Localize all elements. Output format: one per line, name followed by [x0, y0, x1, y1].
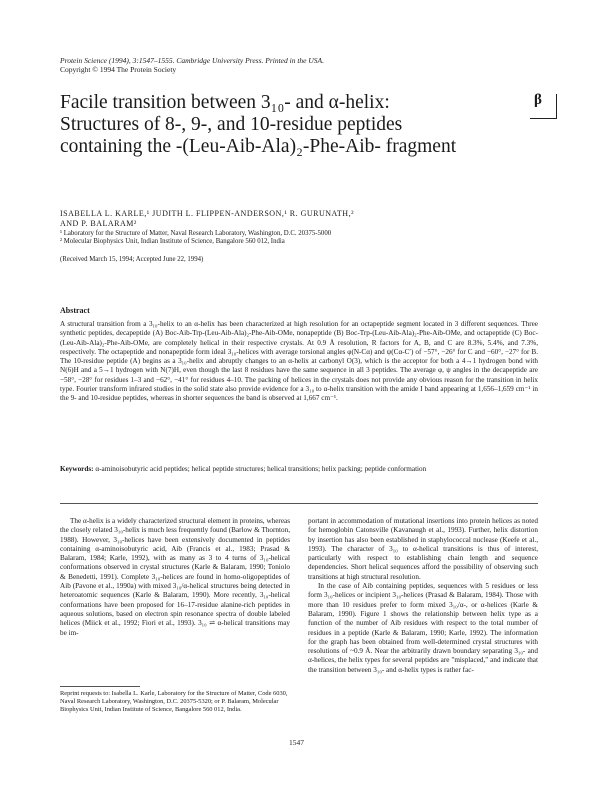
title-line-2: Structures of 8-, 9-, and 10-residue peptides	[60, 114, 403, 135]
abstract-text: A structural transition from a 3₁₀-helix to an α-helix has been characterized at high resolution for an octapeptide segment located in 3 different sequences. Three synthetic peptides, decapeptide (A) Boc-Aib-Trp-(Leu-Aib-Ala)₂-Phe-Aib-OMe, nonapeptide (B) Boc-Trp-(Leu-Aib-Ala)₂-Phe-Aib-OMe, and octapeptide (C) Boc-(Leu-Aib-Ala)₂-Phe-Aib-OMe, are completely helical in their respective crystals. At 0.9 Å resolution, R factors for A, B, and C are 8.3%, 5.4%, and 7.3%, respectively. The octapeptide and nonapeptide form ideal 3₁₀-helices with average torsional angles φ(N-Cα) and ψ(Cα-C′) of −57°, −26° for C and −60°, −27° for B. The 10-residue peptide (A) begins as a 3₁₀-helix and abruptly changes to an α-helix at carbonyl O(3), which is the acceptor for both a 4→1 hydrogen bond with N(6)H and a 5→1 hydrogen with N(7)H, even though the last 8 residues have the same sequence in all 3 peptides. The average φ, ψ angles in the decapeptide are −58°, −28° for residues 1–3 and −62°, −41° for residues 4–10. The packing of helices in the crystals does not provide any obvious reason for the transition in helix type. Fourier transform infrared studies in the solid state also provide evidence for a 3₁₀ to α-helix transition with the amide I band appearing at 1,656–1,659 cm⁻¹ in the 9- and 10-residue peptides, whereas in shorter sequences the band is observed at 1,667 cm⁻¹.	[60, 320, 538, 403]
title-line-1: Facile transition between 3₁₀- and α-helix:	[60, 92, 390, 113]
article-title	[60, 92, 530, 158]
footnote-divider	[60, 686, 140, 687]
logo-glyph: β	[534, 92, 542, 108]
journal-citation: Protein Science (1994), 3:1547–1555. Cambridge University Press. Printed in the USA.	[60, 56, 324, 65]
keywords	[60, 465, 538, 474]
journal-header	[60, 56, 324, 74]
page-number: 1547	[289, 738, 304, 747]
body-column-right	[308, 517, 538, 675]
title-line-3: containing the -(Leu-Aib-Ala)₂-Phe-Aib- fragment	[60, 136, 457, 157]
body-column-left	[60, 517, 290, 638]
journal-copyright: Copyright © 1994 The Protein Society	[60, 65, 177, 74]
authors-line-2: AND P. BALARAM²	[60, 219, 137, 228]
section-divider	[60, 503, 538, 504]
abstract-heading: Abstract	[60, 306, 90, 315]
author-list	[60, 209, 540, 229]
affiliations	[60, 230, 540, 246]
body-paragraph: The α-helix is a widely characterized structural element in proteins, whereas the closely related 3₁₀-helix is much less frequently found (Barlow & Thornton, 1988). However, 3₁₀-helices have been extensively documented in peptides containing α-aminoisobutyric acid, Aib (Francis et al., 1983; Prasad & Balaram, 1984; Karle, 1992), with as many as 3 to 4 turns of 3₁₀-helical conformations observed in crystal structures (Karle & Balaram, 1990; Toniolo & Benedetti, 1991). Complete 3₁₀-helices are found in homo-oligopeptides of Aib (Pavone et al., 1990a) with mixed 3₁₀/α-helical structures being detected in heteroatomic sequences (Karle & Balaram, 1990). More recently, 3₁₀-helical conformations have been proposed for 16–17-residue alanine-rich peptides in aqueous solutions, based on electron spin resonance spectra of double labeled helices (Miick et al., 1992; Fiori et al., 1993). 3₁₀ ⇌ α-helical transitions may be im-	[60, 517, 290, 637]
affiliation-2: ² Molecular Biophysics Unit, Indian Institute of Science, Bangalore 560 012, India	[60, 238, 285, 246]
authors-line-1: ISABELLA L. KARLE,¹ JUDITH L. FLIPPEN-ANDERSON,¹ R. GURUNATH,²	[60, 209, 354, 218]
body-paragraph: In the case of Aib containing peptides, sequences with 5 residues or less form 3₁₀-helices or incipient 3₁₀-helices (Prasad & Balaram, 1984). Those with more than 10 residues prefer to form mixed 3₁₀/α-, or α-helices (Karle & Balaram, 1990). Figure 1 shows the relationship between helix type as a function of the number of Aib residues with respect to the total number of residues in a peptide (Karle & Balaram, 1990; Karle, 1992). The information for the graph has been obtained from well-determined crystal structures with resolutions of ~0.9 Å. Near the arbitrarily drawn boundary separating 3₁₀- and α-helices, the helix types for several peptides are "misplaced," and indicate that the transition between 3₁₀- and α-helix types is rather fac-	[308, 582, 538, 674]
received-dates: (Received March 15, 1994; Accepted June 22, 1994)	[60, 256, 204, 263]
journal-logo-icon	[530, 94, 557, 119]
affiliation-1: ¹ Laboratory for the Structure of Matter, Naval Research Laboratory, Washington, D.C. 20375-5000	[60, 230, 332, 237]
keywords-text: α-aminoisobutyric acid peptides; helical peptide structures; helical transitions; helix packing; peptide conformation	[95, 465, 427, 473]
keywords-label: Keywords:	[60, 465, 94, 473]
body-paragraph: portant in accommodation of mutational insertions into protein helices as noted for hemoglobin Catonsville (Kavanaugh et al., 1993). Further, helix distortion by insertion has also been established in staphylococcal nuclease (Keefe et al., 1993). The character of 3₁₀ to α-helical transitions is thus of interest, particularly with respect to establishing chain length and sequence dependencies. Short helical sequences afford the possibility of observing such transitions at high structural resolution.	[308, 517, 538, 581]
reprint-footnote: Reprint requests to: Isabella L. Karle, Laboratory for the Structure of Matter, Code 6030, Naval Research Laboratory, Washington, D.C. 20375-5320; or P. Balaram, Molecular Biophysics Unit, Indian Institute of Science, Bangalore 560 012, India.	[60, 690, 288, 713]
